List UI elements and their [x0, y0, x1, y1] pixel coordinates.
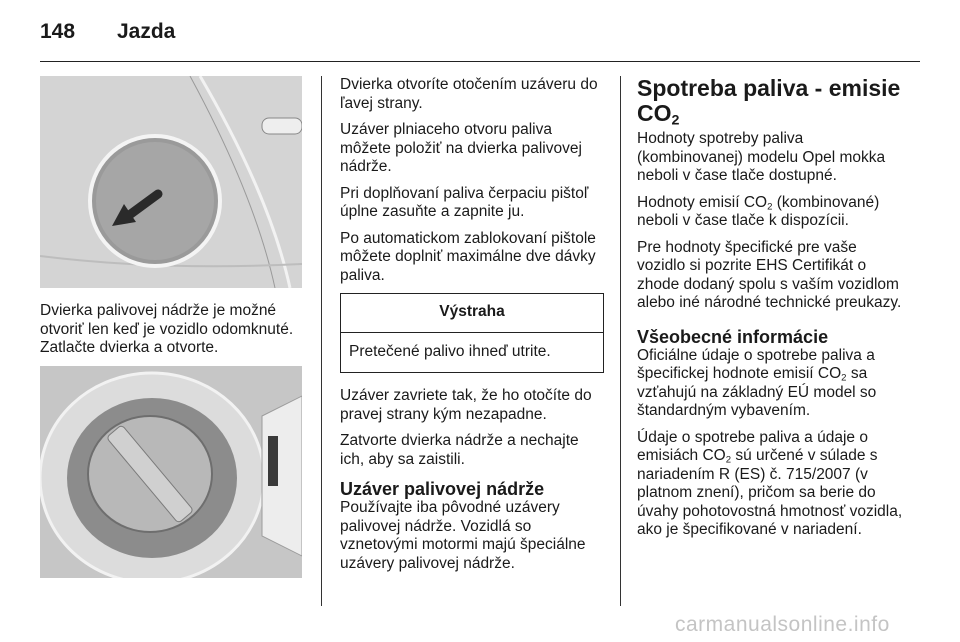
page-header	[40, 20, 920, 60]
fuel-cap-illustration	[40, 366, 302, 578]
subheading-fuel-cap: Uzáver palivovej nádrže	[340, 479, 545, 499]
column-middle	[340, 76, 604, 581]
column-divider-left	[321, 76, 322, 606]
column-divider-right	[620, 76, 621, 606]
column-left	[40, 76, 304, 578]
warning-box	[340, 293, 604, 373]
fuel-door-illustration	[40, 76, 302, 288]
paragraph: Pre hodnoty špecifické pre vaše vozidlo si pozrite EHS Certifikát o zhode dodaný spolu s vaším vozidlom alebo iné národné technické preukazy.	[637, 238, 902, 311]
warning-title: Výstraha	[341, 294, 603, 333]
page-number: 148	[40, 20, 76, 43]
warning-text: Pretečené palivo ihneď utrite.	[349, 342, 551, 360]
illustration-caption: Dvierka palivovej nádrže je možné otvoriť len keď je vozidlo odomknuté. Zatlačte dvierka a otvorte.	[40, 302, 294, 356]
watermark: carmanualsonline.info	[675, 613, 890, 636]
paragraph: Pri doplňovaní paliva čerpaciu pištoľ úplne zasuňte a zapnite ju.	[340, 184, 589, 220]
paragraph: Zatvorte dvierka nádrže a nechajte ich, aby sa zaistili.	[340, 432, 579, 468]
paragraph: Používajte iba pôvodné uzávery palivovej nádrže. Vozidlá so vznetovými motormi majú špeciálne uzávery palivovej nádrže.	[340, 499, 586, 572]
section-title: Jazda	[117, 20, 176, 43]
heading-fuel-consumption: Spotreba paliva - emisie $CO_2$	[637, 75, 901, 129]
subheading-general-info: Všeobecné informácie	[637, 326, 829, 347]
header-divider	[40, 61, 920, 62]
paragraph: Hodnoty emisií $CO_2$ (kombinované) neboli v čase tlače k dispozícii.	[637, 193, 880, 229]
paragraph: Dvierka otvoríte otočením uzáveru do ľavej strany.	[340, 76, 598, 112]
paragraph: Hodnoty spotreby paliva (kombinovanej) modelu Opel mokka neboli v čase tlače dostupné.	[637, 130, 886, 184]
column-right	[637, 76, 903, 548]
paragraph: Po automatickom zablokovaní pištole môžete doplniť maximálne dve dávky paliva.	[340, 229, 596, 284]
paragraph: Oficiálne údaje o spotrebe paliva a špecifickej hodnote emisií $CO_2$ sa vzťahujú na základný EÚ model so štandardným vybavením.	[637, 346, 877, 419]
paragraph: Údaje o spotrebe paliva a údaje o emisiách $CO_2$ sú určené v súlade s nariadením R (ES) č. 715/2007 (v platnom znení), pričom sa berie do úvahy pohotovostná hmotnosť vozidla, ako je špecifikované v nariadení.	[637, 428, 903, 538]
paragraph: Uzáver plniaceho otvoru paliva môžete položiť na dvierka palivovej nádrže.	[340, 121, 582, 175]
paragraph: Uzáver zavriete tak, že ho otočíte do pravej strany kým nezapadne.	[340, 387, 592, 423]
